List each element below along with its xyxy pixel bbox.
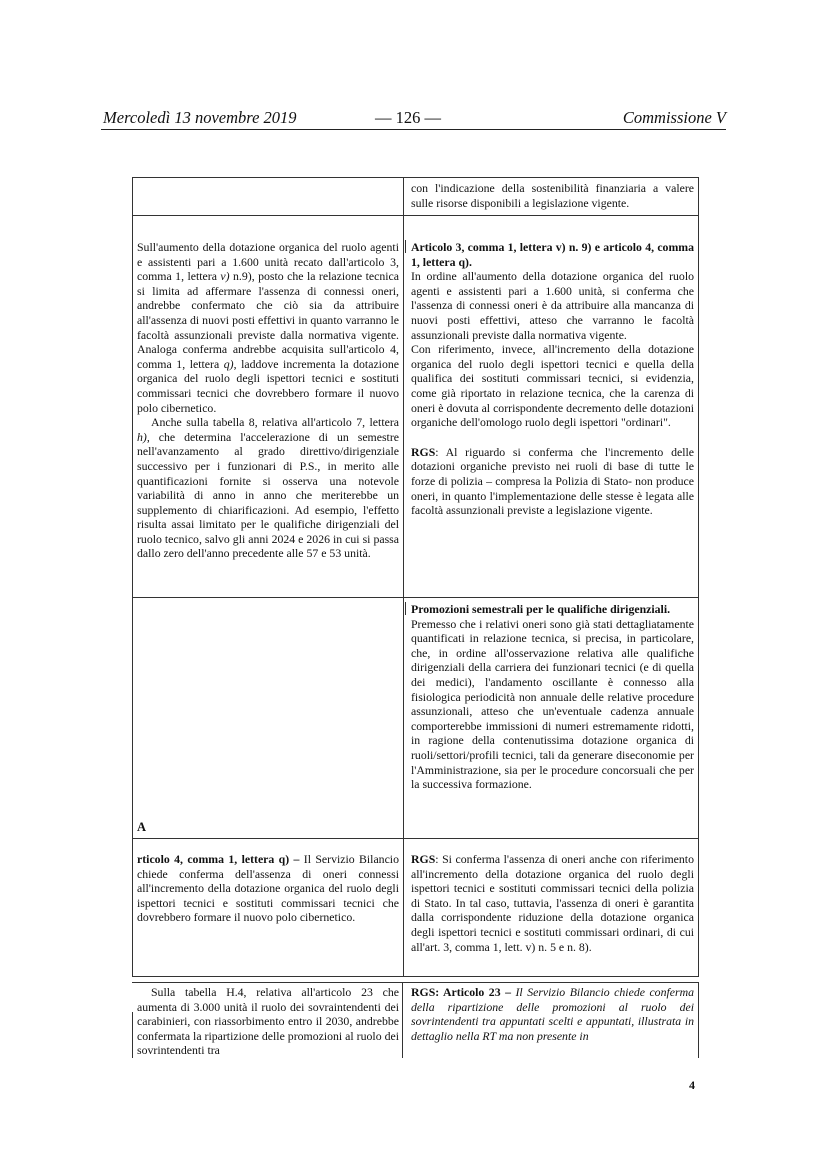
row2-right-text: Promozioni semestrali per le qualifiche dirigenziali. Premesso che i relativi oneri sono già stati dettagliatamente quantificati in relazione tecnica, si precisa, in particolare, che, in ordine all'osservazione relativa alle qualifiche dirigenziali della carriera dei funzionari tecnici (e di quella dei medici), l'andamento oscillante è connesso alla fisiologica periodicità non annuale delle relative procedure assunzionali, atteso che un'eventuale cadenza annuale comporterebbe immissioni di numeri estremamente ridotti, in ragione della contenutissima dotazione organica di ruoli/settori/profili tecnici, tali da generare diseconomie per l'Amministrazione, sia per le procedure concorsuali che per la successiva formazione.	[411, 602, 694, 792]
header-page-number: — 126 —	[375, 108, 441, 127]
revision-bar	[405, 240, 406, 253]
row5-left-text: Sulla tabella H.4, relativa all'articolo 23 che aumenta di 3.000 unità il ruolo dei sovraintendenti dei carabinieri, con riassorbimento entro il 2030, andrebbe confermata la ripartizione delle promozioni al ruolo dei sovrintendenti tra	[137, 985, 399, 1058]
row5-right-text: RGS: Articolo 23 – Il Servizio Bilancio chiede conferma della ripartizione delle promozioni al ruolo dei sovrintendenti tra appuntati scelti e appuntati, illustrata in dettaglio nella RT ma non presente in	[411, 985, 694, 1043]
page-footer-number: 4	[689, 1078, 695, 1092]
row4-right-text: RGS: Si conferma l'assenza di oneri anche con riferimento all'incremento della dotazione organica del ruolo degli ispettori tecnici e sostituti commissari tecnici della polizia di Stato. In tal caso, tuttavia, l'assenza di oneri è garantita dalla corrispondente riduzione della dotazione organica degli ispettori tecnici e sostituti commissari ordinari, di cui all'art. 3, comma 1, lett. v) n. 5 e n. 8).	[411, 852, 694, 954]
table-row-divider	[132, 215, 699, 216]
table-column-divider	[403, 178, 404, 977]
table-row-divider	[132, 838, 699, 839]
row4-left-text: rticolo 4, comma 1, lettera q) – Il Servizio Bilancio chiede conferma dell'assenza di oneri connessi all'incremento della dotazione organica del ruolo degli ispettori tecnici e sostituti commissari tecnici che dovrebbero formare il nuovo polo cibernetico.	[137, 852, 399, 925]
revision-bar	[405, 602, 406, 615]
header-rule	[101, 129, 726, 130]
table-column-divider	[402, 983, 403, 1058]
row3-left-mark: A	[137, 820, 147, 834]
row1-left-text: Sull'aumento della dotazione organica del ruolo agenti e assistenti pari a 1.600 unità recato dall'articolo 3, comma 1, lettera v) n.9), posto che la relazione tecnica si limita ad affermare l'assenza di connessi oneri, andrebbe confermato che ciò sia da attribuire all'assenza di nuovi posti effettivi in quanto varranno le facoltà assunzionali previste dalla normativa vigente. Analoga conferma andrebbe acquisita sull'articolo 4, comma 1, lettera q), laddove incrementa la dotazione organica del ruolo degli ispettori tecnici e sostituti commissari tecnici che dovrebbero formare il nuovo polo cibernetico. Anche sulla tabella 8, relativa all'articolo 7, lettera h), che determina l'accelerazione di un semestre nell'avanzamento al grado direttivo/dirigenziale successivo per i funzionari di P.S., in merito alle quantificazioni fornite si osserva una notevole variabilità di anno in anno che meriterebbe un supplemento di chiarificazioni. Ad esempio, l'effetto risulta assai limitato per le qualifiche dirigenziali del ruolo tecnico, salvo gli anni 2024 e 2026 in cui si passa dallo zero dell'anno precedente alle 57 e 53 unità.	[137, 240, 399, 561]
row0-right-text: con l'indicazione della sostenibilità finanziaria a valere sulle risorse disponibili a legislazione vigente.	[411, 181, 694, 210]
table-row-divider	[132, 597, 699, 598]
row1-right-text: Articolo 3, comma 1, lettera v) n. 9) e articolo 4, comma 1, lettera q). In ordine all'aumento della dotazione organica del ruolo agenti e assistenti pari a 1.600 unità, si conferma che l'assenza di connessi oneri è da attribuire alla mancanza di nuovi posti effettivi, atteso che varranno le facoltà assunzionali previste dalla normativa vigente. Con riferimento, invece, all'incremento della dotazione organica del ruolo degli ispettori tecnici e quella della qualifica dei sostituti commissari tecnici, si evidenzia, come già riportato in relazione tecnica, che la carenza di oneri è dovuta al corrispondente decremento delle dotazioni organiche dell'omologo ruolo degli ispettori "ordinari". RGS: Al riguardo si conferma che l'incremento delle dotazioni organiche previsto nei ruoli di base di tutte le forze di polizia – compresa la Polizia di Stato- non produce oneri, in quanto l'implementazione delle stesse è legata alle facoltà assunzionali previste a legislazione vigente.	[411, 240, 694, 518]
header-date: Mercoledì 13 novembre 2019	[103, 108, 297, 127]
header-commission: Commissione V	[622, 108, 726, 127]
table-row-divider	[132, 976, 699, 977]
table-right-border	[698, 983, 699, 1058]
revision-bar	[132, 1012, 133, 1058]
